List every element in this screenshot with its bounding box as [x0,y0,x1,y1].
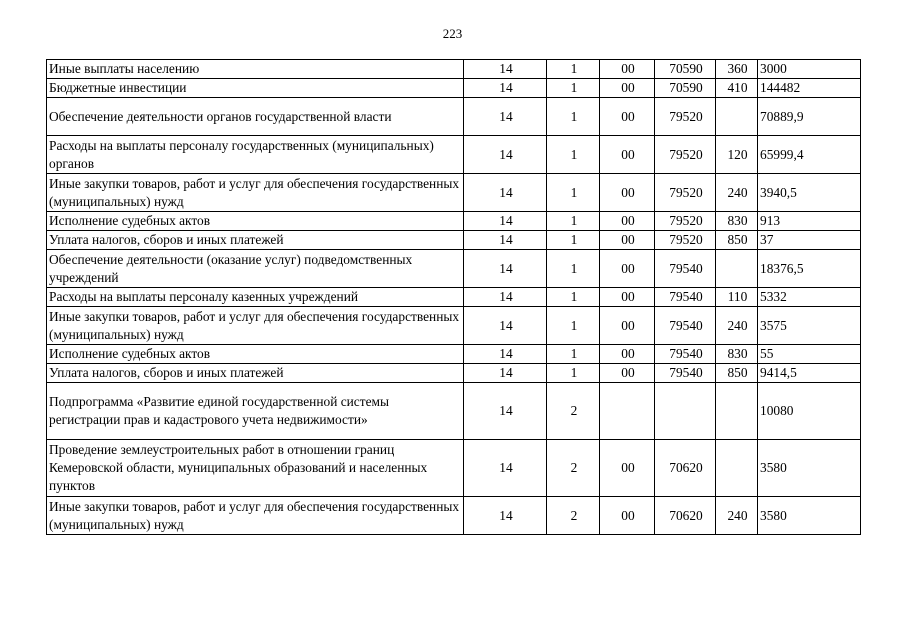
direction-code: 79540 [655,307,716,345]
section-code: 14 [464,174,547,212]
event-code: 00 [600,136,655,174]
amount: 3940,5 [758,174,861,212]
table-row [47,288,861,307]
page-number: 223 [442,26,463,41]
section-code: 14 [464,307,547,345]
amount: 70889,9 [758,98,861,136]
amount: 65999,4 [758,136,861,174]
section-code: 14 [464,231,547,250]
table-row [47,345,861,364]
table-row [47,440,861,497]
row-name: Иные закупки товаров, работ и услуг для обеспечения государственных (муниципальных) нужд [47,497,464,535]
event-code [600,383,655,440]
subprogram-code: 1 [547,231,600,250]
event-code: 00 [600,231,655,250]
expense-type-code: 360 [716,60,758,79]
event-code: 00 [600,307,655,345]
event-code: 00 [600,364,655,383]
subprogram-code: 1 [547,136,600,174]
section-code: 14 [464,288,547,307]
amount: 9414,5 [758,364,861,383]
section-code: 14 [464,383,547,440]
table-row [47,497,861,535]
event-code: 00 [600,345,655,364]
amount: 3580 [758,440,861,497]
direction-code: 70620 [655,497,716,535]
section-code: 14 [464,212,547,231]
expense-type-code: 410 [716,79,758,98]
section-code: 14 [464,98,547,136]
expense-type-code [716,440,758,497]
direction-code: 79520 [655,174,716,212]
direction-code [655,383,716,440]
row-name: Иные выплаты населению [47,60,464,79]
amount: 10080 [758,383,861,440]
subprogram-code: 1 [547,345,600,364]
amount: 5332 [758,288,861,307]
expense-type-code: 850 [716,364,758,383]
table-row [47,79,861,98]
expense-type-code: 240 [716,174,758,212]
direction-code: 79540 [655,364,716,383]
direction-code: 79540 [655,345,716,364]
section-code: 14 [464,79,547,98]
event-code: 00 [600,497,655,535]
subprogram-code: 2 [547,383,600,440]
subprogram-code: 1 [547,212,600,231]
amount: 55 [758,345,861,364]
subprogram-code: 1 [547,307,600,345]
direction-code: 70620 [655,440,716,497]
table-row [47,98,861,136]
amount: 18376,5 [758,250,861,288]
section-code: 14 [464,497,547,535]
expense-type-code: 240 [716,307,758,345]
amount: 3000 [758,60,861,79]
table-row [47,383,861,440]
direction-code: 79540 [655,250,716,288]
expense-type-code: 110 [716,288,758,307]
table-row [47,231,861,250]
row-name: Исполнение судебных актов [47,212,464,231]
table-row [47,250,861,288]
subprogram-code: 1 [547,60,600,79]
amount: 3580 [758,497,861,535]
direction-code: 79520 [655,98,716,136]
row-name: Обеспечение деятельности (оказание услуг) подведомственных учреждений [47,250,464,288]
section-code: 14 [464,345,547,364]
amount: 3575 [758,307,861,345]
table-row [47,364,861,383]
event-code: 00 [600,212,655,231]
expense-type-code: 240 [716,497,758,535]
section-code: 14 [464,364,547,383]
row-name: Расходы на выплаты персоналу государственных (муниципальных) органов [47,136,464,174]
subprogram-code: 1 [547,250,600,288]
expense-type-code [716,383,758,440]
direction-code: 79520 [655,136,716,174]
section-code: 14 [464,60,547,79]
row-name: Бюджетные инвестиции [47,79,464,98]
subprogram-code: 1 [547,288,600,307]
direction-code: 70590 [655,60,716,79]
event-code: 00 [600,79,655,98]
table-row [47,174,861,212]
subprogram-code: 1 [547,364,600,383]
budget-table [46,59,861,535]
row-name: Иные закупки товаров, работ и услуг для обеспечения государственных (муниципальных) нужд [47,174,464,212]
expense-type-code [716,98,758,136]
expense-type-code: 850 [716,231,758,250]
row-name: Уплата налогов, сборов и иных платежей [47,231,464,250]
expense-type-code: 830 [716,212,758,231]
direction-code: 70590 [655,79,716,98]
table-row [47,136,861,174]
subprogram-code: 1 [547,98,600,136]
direction-code: 79520 [655,212,716,231]
event-code: 00 [600,288,655,307]
row-name: Иные закупки товаров, работ и услуг для обеспечения государственных (муниципальных) нужд [47,307,464,345]
event-code: 00 [600,440,655,497]
section-code: 14 [464,250,547,288]
subprogram-code: 2 [547,440,600,497]
amount: 144482 [758,79,861,98]
table-row [47,307,861,345]
row-name: Проведение землеустроительных работ в отношении границ Кемеровской области, муниципальных образований и населенных пунктов [47,440,464,497]
amount: 37 [758,231,861,250]
row-name: Подпрограмма «Развитие единой государственной системы регистрации прав и кадастрового учета недвижимости» [47,383,464,440]
amount: 913 [758,212,861,231]
expense-type-code [716,250,758,288]
direction-code: 79540 [655,288,716,307]
section-code: 14 [464,440,547,497]
row-name: Уплата налогов, сборов и иных платежей [47,364,464,383]
subprogram-code: 1 [547,174,600,212]
row-name: Исполнение судебных актов [47,345,464,364]
event-code: 00 [600,60,655,79]
expense-type-code: 830 [716,345,758,364]
event-code: 00 [600,98,655,136]
subprogram-code: 1 [547,79,600,98]
direction-code: 79520 [655,231,716,250]
subprogram-code: 2 [547,497,600,535]
event-code: 00 [600,250,655,288]
row-name: Расходы на выплаты персоналу казенных учреждений [47,288,464,307]
section-code: 14 [464,136,547,174]
expense-type-code: 120 [716,136,758,174]
row-name: Обеспечение деятельности органов государственной власти [47,98,464,136]
table-row [47,212,861,231]
event-code: 00 [600,174,655,212]
table-row [47,60,861,79]
